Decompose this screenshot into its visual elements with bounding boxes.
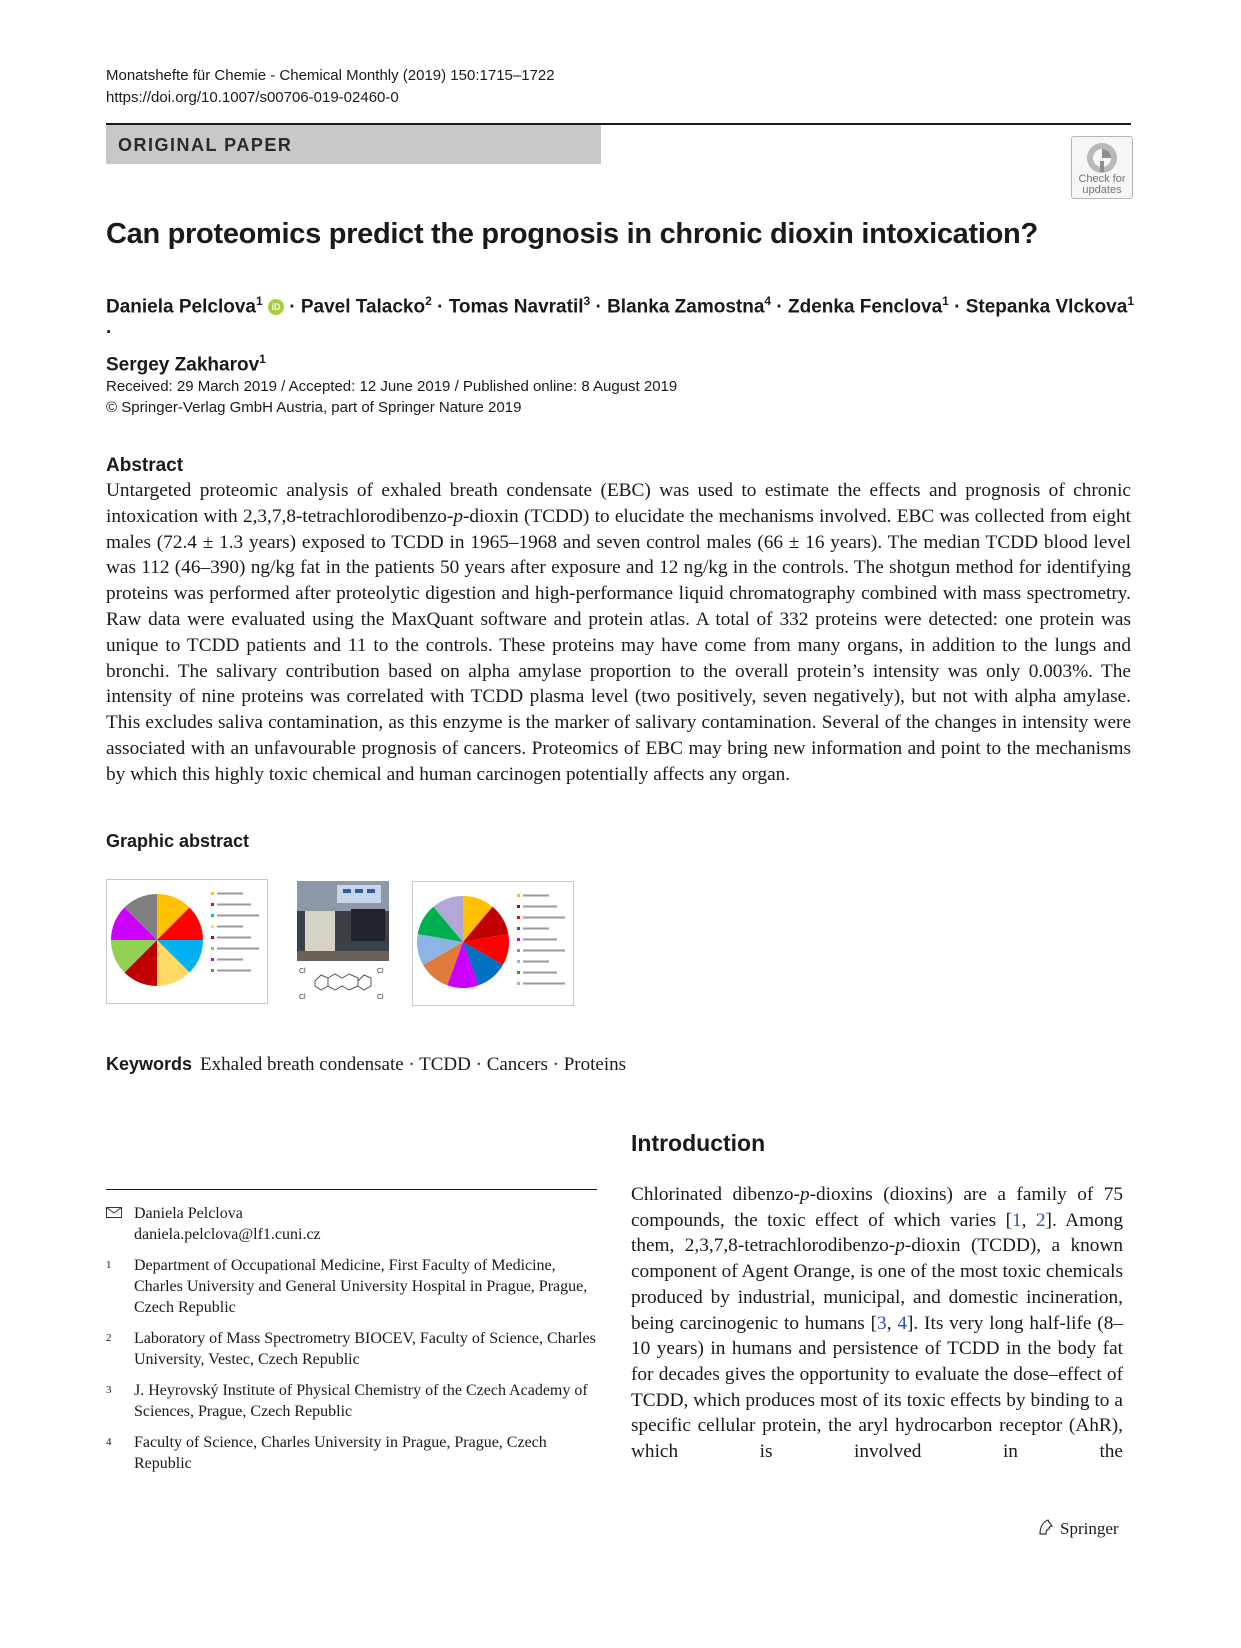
introduction-body [631,1182,1123,1465]
legend-entry [523,961,549,963]
affiliation-text: J. Heyrovský Institute of Physical Chemistry of the Czech Academy of Sciences, Prague, Czech Republic [134,1382,588,1420]
legend-swatch [517,949,520,952]
keywords-label: Keywords [106,1054,193,1074]
legend-swatch [517,938,520,941]
legend-swatch [211,892,214,895]
affiliation-number: 1 [106,1259,112,1271]
citation-link[interactable]: 3 [877,1312,887,1334]
legend-swatch [517,982,520,985]
legend-entry [217,948,259,950]
article-type-label: ORIGINAL PAPER [118,135,293,155]
affiliation [106,1328,606,1370]
legend-entry [217,959,243,961]
affiliation-mark: 4 [764,294,772,308]
chlorine-label: Cl [299,968,306,975]
check-updates-line2: updates [1082,184,1122,196]
corresponding-name: Daniela Pelclova [134,1205,243,1222]
journal-citation: Monatshefte für Chemie - Chemical Monthly (2019) 150:1715–1722 [106,67,555,84]
author-name[interactable]: Blanka Zamostna [607,296,765,318]
pie-left-legend [211,892,259,972]
affiliation-mark: 2 [425,294,432,308]
author-list: Daniela Pelclova$^1$ iD · Pavel Talacko$^2$ · Tomas Navratil$^3$ · Blanka Zamostna$^4$ · Zdenka Fenclova$^1$ · Stepanka Vlckova$^1$ · Sergey Zakharov$^1$ [106,294,1135,376]
corresponding-author [106,1203,606,1245]
legend-swatch [211,947,214,950]
author-name[interactable]: Daniela Pelclova [106,296,256,318]
citation-link[interactable]: 2 [1035,1209,1046,1231]
keywords-text: Exhaled breath condensate · TCDD · Cancers · Proteins [200,1054,626,1075]
intro-text-part: -dioxins (dioxins) are a family of 75 compounds, the toxic effect of which varies [ [631,1184,1124,1231]
footnote-rule [106,1189,597,1190]
intro-text-part: , [886,1312,898,1334]
corresponding-email[interactable]: daniela.pelclova@lf1.cuni.cz [134,1226,321,1243]
intro-italic-p: p [799,1184,810,1205]
affiliation-text: Laboratory of Mass Spectrometry BIOCEV, Faculty of Science, Charles University, Vestec, Czech Republic [134,1330,596,1368]
affiliation-text: Department of Occupational Medicine, First Faculty of Medicine, Charles University and General University Hospital in Prague, Prague, Czech Republic [134,1257,588,1316]
affiliation-number: 2 [106,1332,112,1344]
legend-swatch [517,960,520,963]
affiliation-text: Faculty of Science, Charles University in Prague, Prague, Czech Republic [134,1434,547,1472]
legend-swatch [517,916,520,919]
springer-horse-icon [1036,1517,1056,1537]
author-name[interactable]: Sergey Zakharov [106,354,260,376]
publication-dates: Received: 29 March 2019 / Accepted: 12 June 2019 / Published online: 8 August 2019 [106,378,678,395]
legend-swatch [211,936,214,939]
intro-text-part: Chlorinated dibenzo- [631,1184,800,1205]
legend-entry [523,895,549,897]
keywords-line [106,1054,626,1076]
envelope-icon [106,1207,122,1218]
legend-entry [217,915,259,917]
abstract-text-part: -dioxin (TCDD) to elucidate the mechanisms involved. EBC was collected from eight males (72.4 ± 1.3 years) exposed to TCDD in 1965–1968 and seven control males (66 ± 16 years). The median TCDD blood level was 112 (46–390) ng/kg fat in the patients 50 years after exposure and 12 ng/kg in the controls. The shotgun method for identifying proteins was performed after proteolytic digestion and high-performance liquid chromatography combined with mass spectrometry. Raw data were evaluated using the MaxQuant software and protein atlas. A total of 332 proteins were detected: one protein was unique to TCDD patients and 11 to the controls. These proteins may have come from many organs, in addition to the lungs and bronchi. The salivary contribution based on alpha amylase proportion to the overall protein’s intensity was only 0.003%. The intensity of nine proteins was correlated with TCDD plasma level (two positively, seven negatively), but not with alpha amylase. This excludes saliva contamination, as this enzyme is the marker of salivary contamination. Several of the changes in intensity were associated with an unfavourable prognosis of cancers. Proteomics of EBC may bring new information and point to the mechanisms by which this highly toxic chemical and human carcinogen potentially affects any organ. [106,505,1131,785]
lab-photo-label [343,889,351,893]
affiliation-mark: 1 [255,294,263,308]
chlorine-label: Cl [377,994,384,1001]
affiliation-number: 3 [106,1384,112,1396]
legend-entry [523,906,557,908]
abstract-heading: Abstract [106,455,184,476]
abstract-body [106,478,1131,788]
dioxin-structure [315,974,371,990]
orcid-icon[interactable]: iD [268,299,284,315]
author-name[interactable]: Pavel Talacko [300,296,426,318]
legend-entry [217,926,243,928]
legend-swatch [517,927,520,930]
affiliation-mark: 3 [583,294,591,308]
check-for-updates-badge[interactable] [1071,136,1133,199]
legend-entry [217,937,251,939]
intro-text-part: ]. Among them, 2,3,7,8-tetrachlorodibenzo- [631,1209,1123,1257]
legend-entry [523,928,549,930]
legend-swatch [211,958,214,961]
lab-photo-label [355,889,363,893]
affiliation-mark: 1 [942,294,949,308]
check-updates-icon [1085,141,1119,175]
legend-swatch [211,903,214,906]
chlorine-label: Cl [377,968,384,975]
legend-entry [217,904,251,906]
legend-swatch [517,971,520,974]
legend-entry [217,970,251,972]
legend-swatch [211,969,214,972]
affiliation-mark: 1 [259,352,266,367]
pie-chart-right [413,882,573,1005]
intro-italic-p: p [895,1235,905,1257]
legend-entry [523,983,565,985]
copyright-line: © Springer-Verlag GmbH Austria, part of Springer Nature 2019 [106,399,522,416]
pie-chart-left [107,880,267,1003]
author-name[interactable]: Stepanka Vlckova [965,296,1128,318]
legend-entry [217,893,243,895]
legend-swatch [211,914,214,917]
lab-photo-instrument [351,909,385,941]
legend-entry [523,917,565,919]
affiliation [106,1380,606,1422]
intro-text-part: ]. Its very long half-life (8–10 years) in humans and persistence of TCDD in the body fat for decades gives the opportunity to evaluate the dose–effect of TCDD, which produces most of its toxic effects by binding to a specific cellular protein, the aryl hydrocarbon receptor (AhR), which is involved in the [631,1312,1123,1463]
legend-swatch [517,905,520,908]
affiliation-number: 4 [106,1436,112,1448]
article-type-band [106,125,601,164]
legend-entry [523,939,557,941]
introduction-heading: Introduction [631,1130,766,1156]
chlorine-label: Cl [299,994,306,1001]
author-name[interactable]: Zdenka Fenclova [787,296,943,318]
lab-photo-label [367,889,375,893]
legend-swatch [517,894,520,897]
abstract-text-part: Untargeted proteomic analysis of exhaled breath condensate (EBC) was used to estimate the effects and prognosis of chronic intoxication with 2,3,7,8-tetrachlorodibenzo- [106,480,1131,527]
paper-title: Can proteomics predict the prognosis in chronic dioxin intoxication? [106,218,1038,250]
affiliation [106,1255,606,1318]
legend-entry [523,972,557,974]
graphic-abstract-pie-right [412,881,574,1006]
graphic-abstract-heading: Graphic abstract [106,831,250,851]
author-name[interactable]: Tomas Navratil [448,296,584,318]
pie-right-slices [417,896,509,988]
lab-photo-floor [297,951,389,961]
affiliation [106,1432,606,1474]
check-updates-line1: Check for [1078,173,1126,185]
affiliation-mark: 1 [1127,294,1135,308]
citation-link[interactable]: 4 [897,1312,907,1334]
publisher-name: Springer [1060,1519,1119,1538]
lab-and-molecule-illustration [297,881,389,1005]
lab-photo-panel [337,885,381,903]
intro-text-part: , [1021,1209,1036,1231]
intro-text-part: -dioxin (TCDD), a known component of Agent Orange, is one of the most toxic chemicals produced by industrial, municipal, and domestic incineration, being carcinogenic to humans [ [631,1235,1123,1334]
legend-entry [523,950,565,952]
citation-link[interactable]: 1 [1012,1209,1022,1231]
lab-photo-cabinet [305,911,335,951]
graphic-abstract-pie-left [106,879,268,1004]
pie-left-slices [111,894,203,986]
graphic-abstract-lab-image [297,881,389,1005]
publisher-mark [1036,1517,1119,1539]
footnotes [106,1203,606,1484]
abstract-italic-p: p [453,505,463,527]
doi-link[interactable]: https://doi.org/10.1007/s00706-019-02460-0 [106,89,399,106]
pie-right-legend [517,894,565,985]
legend-swatch [211,925,214,928]
